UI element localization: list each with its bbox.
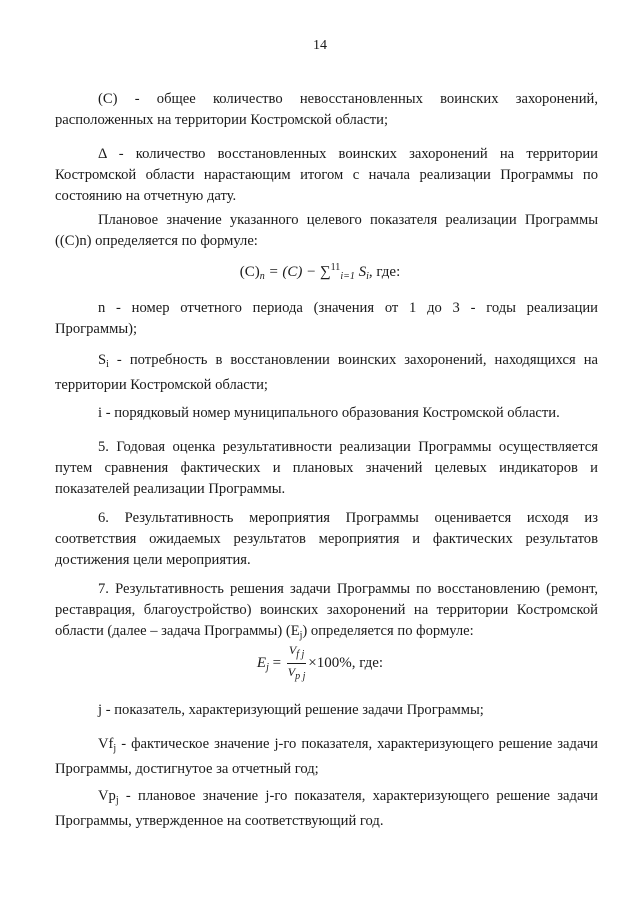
formula-cn: $(C)_n = (C) - \sum^{11}_{i=1}$ $S_i$, где: — [239, 262, 401, 282]
paragraph-planned-value: Плановое значение указанного целевого показателя реализации Программы ((C)n) определяется по формуле: — [55, 212, 598, 249]
paragraph-item-6: 6. Результативность мероприятия Программы оценивается исходя из соответствия ожидаемых результатов мероприятия и фактических результатов достижения цели мероприятия. — [55, 510, 598, 568]
formula-ej: $E_j$ = $\frac{V_{f j}}{V_{p j}}$ ×100%, где: — [256, 643, 384, 682]
paragraph-delta-definition: Δ - количество восстановленных воинских захоронений на территории Костромской области нарастающим итогом с начала реализации Программы по состоянию на отчетную дату. — [55, 146, 598, 204]
paragraph-vpj-definition: $Vp_j$ - плановое значение j-го показателя, характеризующего решение задачи Программы, утвержденное на соответствующий год. — [55, 788, 598, 829]
paragraph-vfj-definition: $Vf_j$ - фактическое значение j-го показателя, характеризующего решение задачи Программы, достигнутое за отчетный год; — [55, 736, 598, 777]
page-number: 14 — [313, 38, 327, 53]
paragraph-si-definition: $S_i$ - потребность в восстановлении воинских захоронений, находящихся на территории Костромской области; — [55, 352, 598, 393]
paragraph-item-5: 5. Годовая оценка результативности реализации Программы осуществляется путем сравнения фактических и плановых значений целевых индикаторов и показателей реализации Программы. — [55, 439, 598, 497]
paragraph-item-7: 7. Результативность решения задачи Программы по восстановлению (ремонт, реставрация, благоустройство) воинских захоронений на территории Костромской области (далее – задача Программы) $(E_j)$ определяется по формуле: — [55, 581, 598, 641]
paragraph-j-definition: j - показатель, характеризующий решение задачи Программы; — [98, 702, 484, 718]
paragraph-i-definition: i - порядковый номер муниципального образования Костромской области. — [98, 405, 560, 421]
paragraph-n-definition: n - номер отчетного периода (значения от 1 до 3 - годы реализации Программы); — [55, 300, 598, 337]
paragraph-c-definition: (C) - общее количество невосстановленных воинских захоронений, расположенных на территории Костромской области; — [55, 91, 598, 128]
formula-fraction: $\frac{V_{f j}}{V_{p j}}$ — [287, 643, 306, 682]
